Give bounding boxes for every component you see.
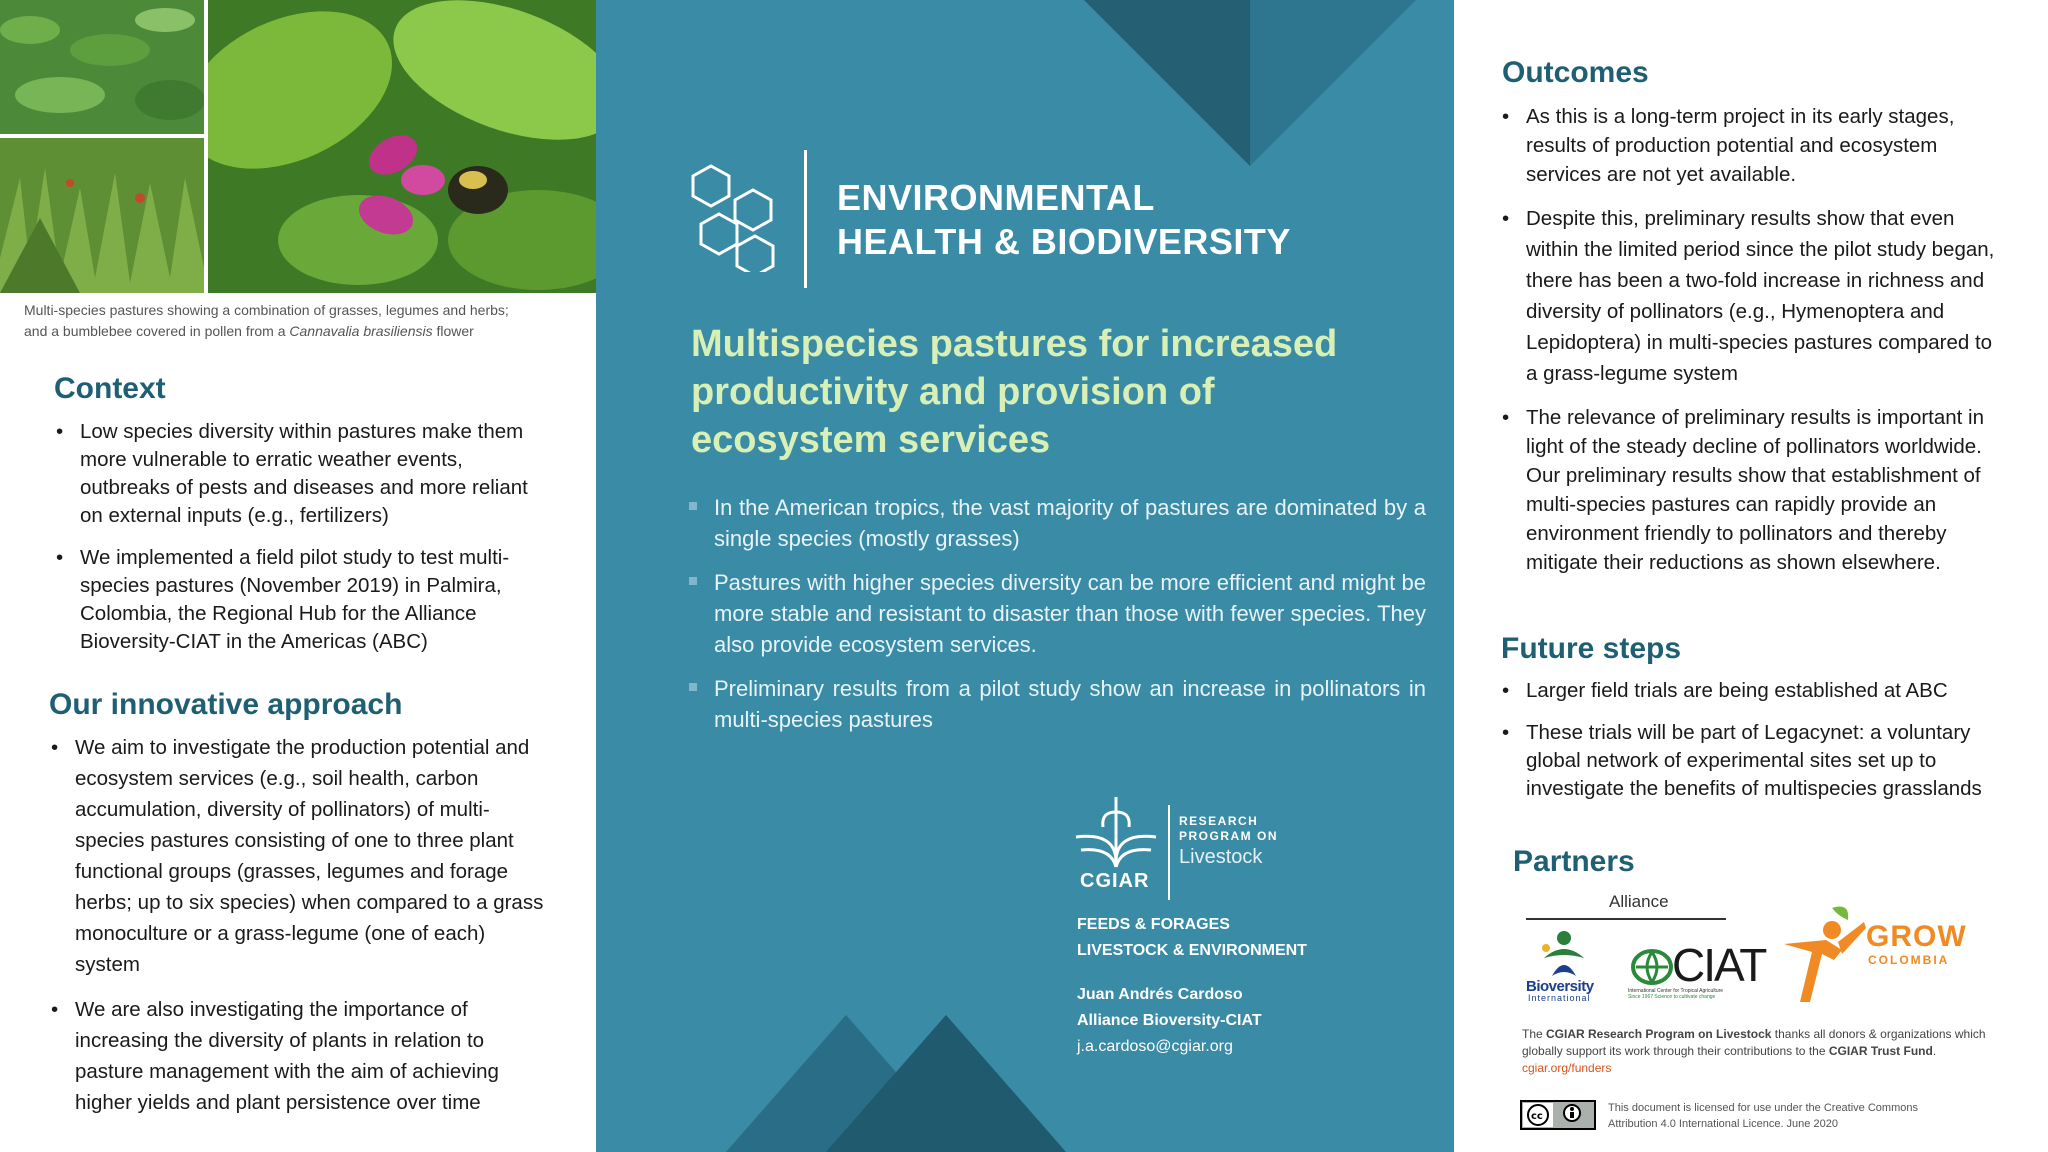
bioversity-logo-icon <box>1534 928 1594 980</box>
caption-species: Cannavalia brasiliensis <box>289 323 433 339</box>
svg-text:cc: cc <box>1531 1111 1543 1122</box>
note-fund: CGIAR Trust Fund <box>1828 1044 1933 1058</box>
outcome-item: • As this is a long-term project in its early stages, results of production potential and ecosystem services are not yet available. <box>1500 102 2000 189</box>
grow-colombia-figure-icon <box>1782 902 1866 1006</box>
alliance-rule <box>1526 918 1726 920</box>
grow-name: GROW <box>1866 920 1967 953</box>
context-list <box>54 418 544 670</box>
note-pre: The <box>1522 1027 1547 1041</box>
future-item: • Larger field trials are being established at ABC <box>1500 677 2000 705</box>
center-panel <box>596 0 1454 1152</box>
approach-list <box>49 732 554 1132</box>
context-heading: Context <box>54 372 166 405</box>
partners-heading: Partners <box>1513 845 1635 878</box>
mixed-species-image <box>0 138 204 293</box>
ciat-sub: International Center for Tropical Agriculture <box>1628 988 1724 994</box>
caption-line-1: Multi-species pastures showing a combination of grasses, legumes and herbs; <box>24 302 509 318</box>
ciat-name: CIAT <box>1672 939 1766 991</box>
note-mid: thanks all donors & organizations which globally support its work through their contributions to the <box>1522 1027 1986 1058</box>
banner-line-2: HEALTH & BIODIVERSITY <box>837 221 1291 262</box>
bioversity-sub: International <box>1528 993 1591 1003</box>
outcome-item: • The relevance of preliminary results is important in light of the steady decline of pollinators worldwide. Our preliminary results show that establishment of multi-species pastures can rapidly provide an environment friendly to pollinators and thereby mitigate their reductions as shown elsewhere. <box>1500 403 2000 577</box>
ciat-tagline: Since 1967 Science to cultivate change <box>1628 994 1716 1000</box>
biodiversity-hexagons-icon <box>689 162 789 272</box>
cc-by-license-icon <box>1520 1100 1596 1130</box>
context-item: • Low species diversity within pastures make them more vulnerable to erratic weather events, outbreaks of pests and diseases and more reliant on external inputs (e.g., fertilizers) <box>54 418 544 530</box>
bumblebee-flower-image <box>208 0 596 293</box>
right-column <box>1454 0 2048 1152</box>
banner-divider <box>804 150 807 288</box>
outcomes-heading: Outcomes <box>1502 56 1649 89</box>
approach-heading: Our innovative approach <box>49 688 403 721</box>
pasture-photo-top <box>0 0 204 134</box>
program-line-1: FEEDS & FORAGES <box>1077 916 1230 933</box>
license-text: This document is licensed for use under the Creative Commons Attribution 4.0 International Licence. June 2020 <box>1608 1102 1918 1130</box>
bioversity-name: Bioversity <box>1526 978 1594 995</box>
author-email[interactable]: j.a.cardoso@cgiar.org <box>1077 1038 1233 1055</box>
future-heading: Future steps <box>1501 632 1682 665</box>
photo-caption <box>24 300 584 342</box>
pasture-grass-image <box>0 0 204 134</box>
left-column <box>0 0 596 1152</box>
caption-line-2a: and a bumblebee covered in pollen from a <box>24 323 290 339</box>
funders-link[interactable]: cgiar.org/funders <box>1522 1061 1612 1075</box>
future-list <box>1500 677 2000 817</box>
note-dot: . <box>1932 1044 1937 1058</box>
approach-item: • We are also investigating the importance of increasing the diversity of plants in relation to pasture management with the aim of achieving higher yields and plant persistence over time <box>49 994 554 1118</box>
credits <box>1077 912 1307 1060</box>
banner-line-1: ENVIRONMENTAL <box>837 177 1155 218</box>
theme-banner <box>837 176 1291 264</box>
author-affiliation: Alliance Bioversity-CIAT <box>1077 1012 1262 1029</box>
cgiar-research: RESEARCH <box>1179 814 1259 828</box>
funders-note <box>1522 1026 2022 1077</box>
cgiar-livestock: Livestock <box>1179 846 1263 868</box>
center-point: In the American tropics, the vast majority of pastures are dominated by a single species (mostly grasses) <box>686 492 1426 554</box>
pasture-photo-bottom <box>0 138 204 293</box>
grow-colombia: COLOMBIA <box>1868 953 1950 967</box>
note-program: CGIAR Research Program on Livestock <box>1546 1027 1772 1041</box>
bumblebee-photo <box>208 0 596 293</box>
cgiar-name: CGIAR <box>1080 870 1150 892</box>
cgiar-wheat-icon <box>1071 792 1161 872</box>
program-line-2: LIVESTOCK & ENVIRONMENT <box>1077 942 1307 959</box>
alliance-label: Alliance <box>1609 892 1669 911</box>
author-name: Juan Andrés Cardoso <box>1077 986 1243 1003</box>
approach-item: • We aim to investigate the production potential and ecosystem services (e.g., soil health, carbon accumulation, diversity of pollinators) of multi-species pastures consisting of one to three plant functional groups (grasses, legumes and forage herbs; up to six species) when compared to a grass monoculture or a grass-legume (one of each) system <box>49 732 554 980</box>
center-point: Preliminary results from a pilot study show an increase in pollinators in multi-species pastures <box>686 673 1426 735</box>
context-item: • We implemented a field pilot study to test multi-species pastures (November 2019) in Palmira, Colombia, the Regional Hub for the Alliance Bioversity-CIAT in the Americas (ABC) <box>54 544 544 656</box>
future-item: • These trials will be part of Legacynet: a voluntary global network of experimental sites set up to investigate the benefits of multispecies grasslands <box>1500 719 2000 803</box>
poster-title: Multispecies pastures for increased productivity and provision of ecosystem services <box>691 323 1338 461</box>
outcomes-list <box>1500 102 2000 591</box>
cgiar-program: PROGRAM ON <box>1179 829 1278 843</box>
ciat-globe-icon <box>1630 948 1674 986</box>
center-points <box>686 492 1426 748</box>
center-point: Pastures with higher species diversity can be more efficient and might be more stable and resistant to disaster than those with fewer species. They also provide ecosystem services. <box>686 567 1426 660</box>
caption-line-2b: flower <box>432 323 474 339</box>
outcome-item: • Despite this, preliminary results show that even within the limited period since the pilot study began, there has been a two-fold increase in richness and diversity of pollinators (e.g., Hymenoptera and Lepidoptera) in multi-species pastures compared to a grass-legume system <box>1500 203 2000 389</box>
cgiar-divider <box>1168 805 1170 900</box>
